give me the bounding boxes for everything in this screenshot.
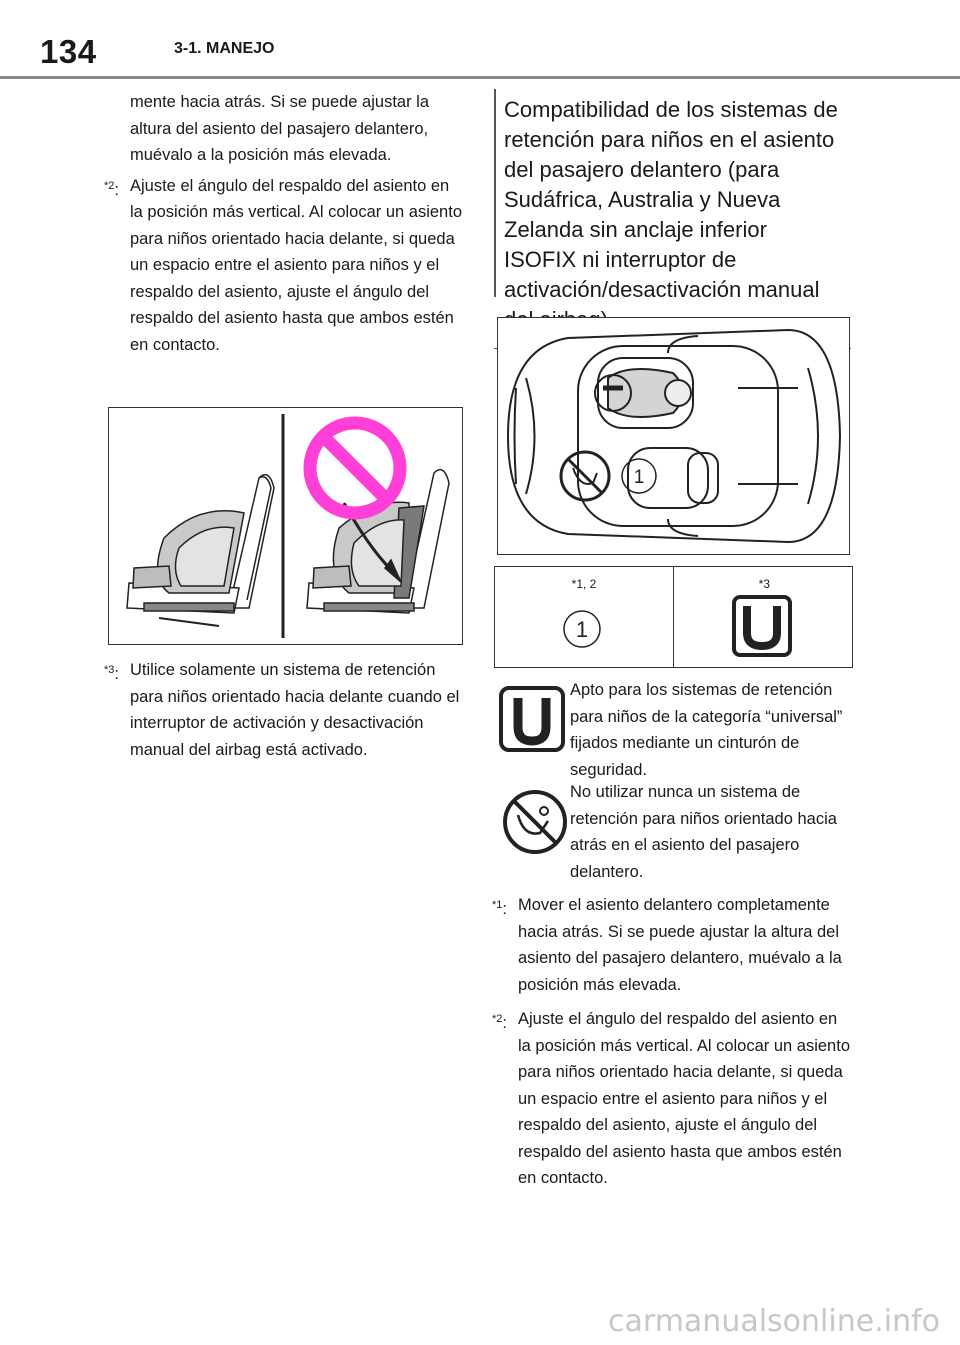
page-number: 134 xyxy=(40,33,97,70)
heading-text: Compatibilidad de los sistemas de retención para niños en el asiento del pasajero delantero (para Sudáfrica, Australia y Nueva Zelanda sin anclaje inferior ISOFIX ni interruptor de activación/desactivación manual xyxy=(504,97,838,302)
note-marker: $^{*2}$: xyxy=(104,179,119,199)
legend-no-rear-facing xyxy=(494,783,852,883)
universal-U-icon xyxy=(674,567,852,667)
table-cell-position xyxy=(495,567,674,667)
header-divider xyxy=(0,76,960,79)
table-cell-suitability xyxy=(674,567,852,667)
note-1-text: Mover el asiento delantero completamente hacia atrás. Si se puede ajustar la altura del asiento del pasajero delantero, muévalo a la posición más elevada. xyxy=(518,896,842,994)
legend-universal xyxy=(494,681,852,789)
right-column-notes xyxy=(494,888,852,1192)
legend-no-rear-facing-text: No utilizar nunca un sistema de retención para niños orientado hacia atrás en el asiento del pasajero delantero. xyxy=(570,783,837,881)
correct-seat-drawing xyxy=(127,475,274,626)
note-2-left xyxy=(106,173,466,359)
universal-U-icon xyxy=(498,685,568,755)
svg-text:1: 1 xyxy=(575,617,589,642)
cell-label: *1, 2 xyxy=(571,577,597,591)
seat-illustration xyxy=(109,408,462,644)
heading-left-bar xyxy=(494,89,496,297)
note-marker: $^{*2}$: xyxy=(492,1013,507,1032)
left-column-lower xyxy=(106,653,466,763)
note-3-left xyxy=(106,657,466,763)
cell-label: *3 xyxy=(758,577,770,591)
note-marker: $^{*1}$: xyxy=(492,899,507,918)
position-label: 1 xyxy=(633,467,645,488)
compatibility-heading xyxy=(494,89,851,345)
section-title: 3-1. MANEJO xyxy=(174,40,275,57)
position-1-icon xyxy=(495,567,673,667)
legend-universal-text: Apto para los sistemas de retención para niños de la categoría “universal” fijados mediante un cinturón de seguridad. xyxy=(570,681,843,779)
watermark: carmanualsonline.info xyxy=(608,1304,940,1339)
note-1-right xyxy=(494,892,852,998)
continued-paragraph: mente hacia atrás. Si se puede ajustar la altura del asiento del pasajero delantero, muévalo a la posición más elevada. xyxy=(130,93,430,164)
no-rear-facing-seat-icon xyxy=(500,787,570,857)
note-2-text: Ajuste el ángulo del respaldo del asiento en la posición más vertical. Al colocar un asiento para niños orientado hacia delante, si queda un espacio entre el asiento para niños y el respaldo del asiento, ajuste el ángulo del respaldo del asiento hasta que ambos estén en contacto. xyxy=(518,1010,850,1187)
seat-angle-figure xyxy=(108,407,463,645)
page-header xyxy=(0,0,960,80)
note-2-text: Ajuste el ángulo del respaldo del asiento en la posición más vertical. Al colocar un asiento para niños orientado hacia delante, si queda un espacio entre el asiento para niños y el respaldo del asiento, ajuste el ángulo del respaldo del asiento hasta que ambos estén en contacto. xyxy=(130,176,462,354)
car-top-view xyxy=(498,318,849,554)
note-3-text: Utilice solamente un sistema de retención para niños orientado hacia delante cuando el interruptor de activación y desactivación manual del airbag está activado. xyxy=(130,661,460,759)
car-diagram xyxy=(497,317,850,555)
compatibility-table xyxy=(494,566,853,668)
left-column xyxy=(106,89,466,358)
note-marker: $^{*3}$: xyxy=(104,664,119,683)
no-rear-facing-marker xyxy=(561,452,609,500)
note-2-right xyxy=(494,1006,852,1192)
prohibition-icon xyxy=(310,423,400,513)
page-footer xyxy=(0,1297,960,1345)
